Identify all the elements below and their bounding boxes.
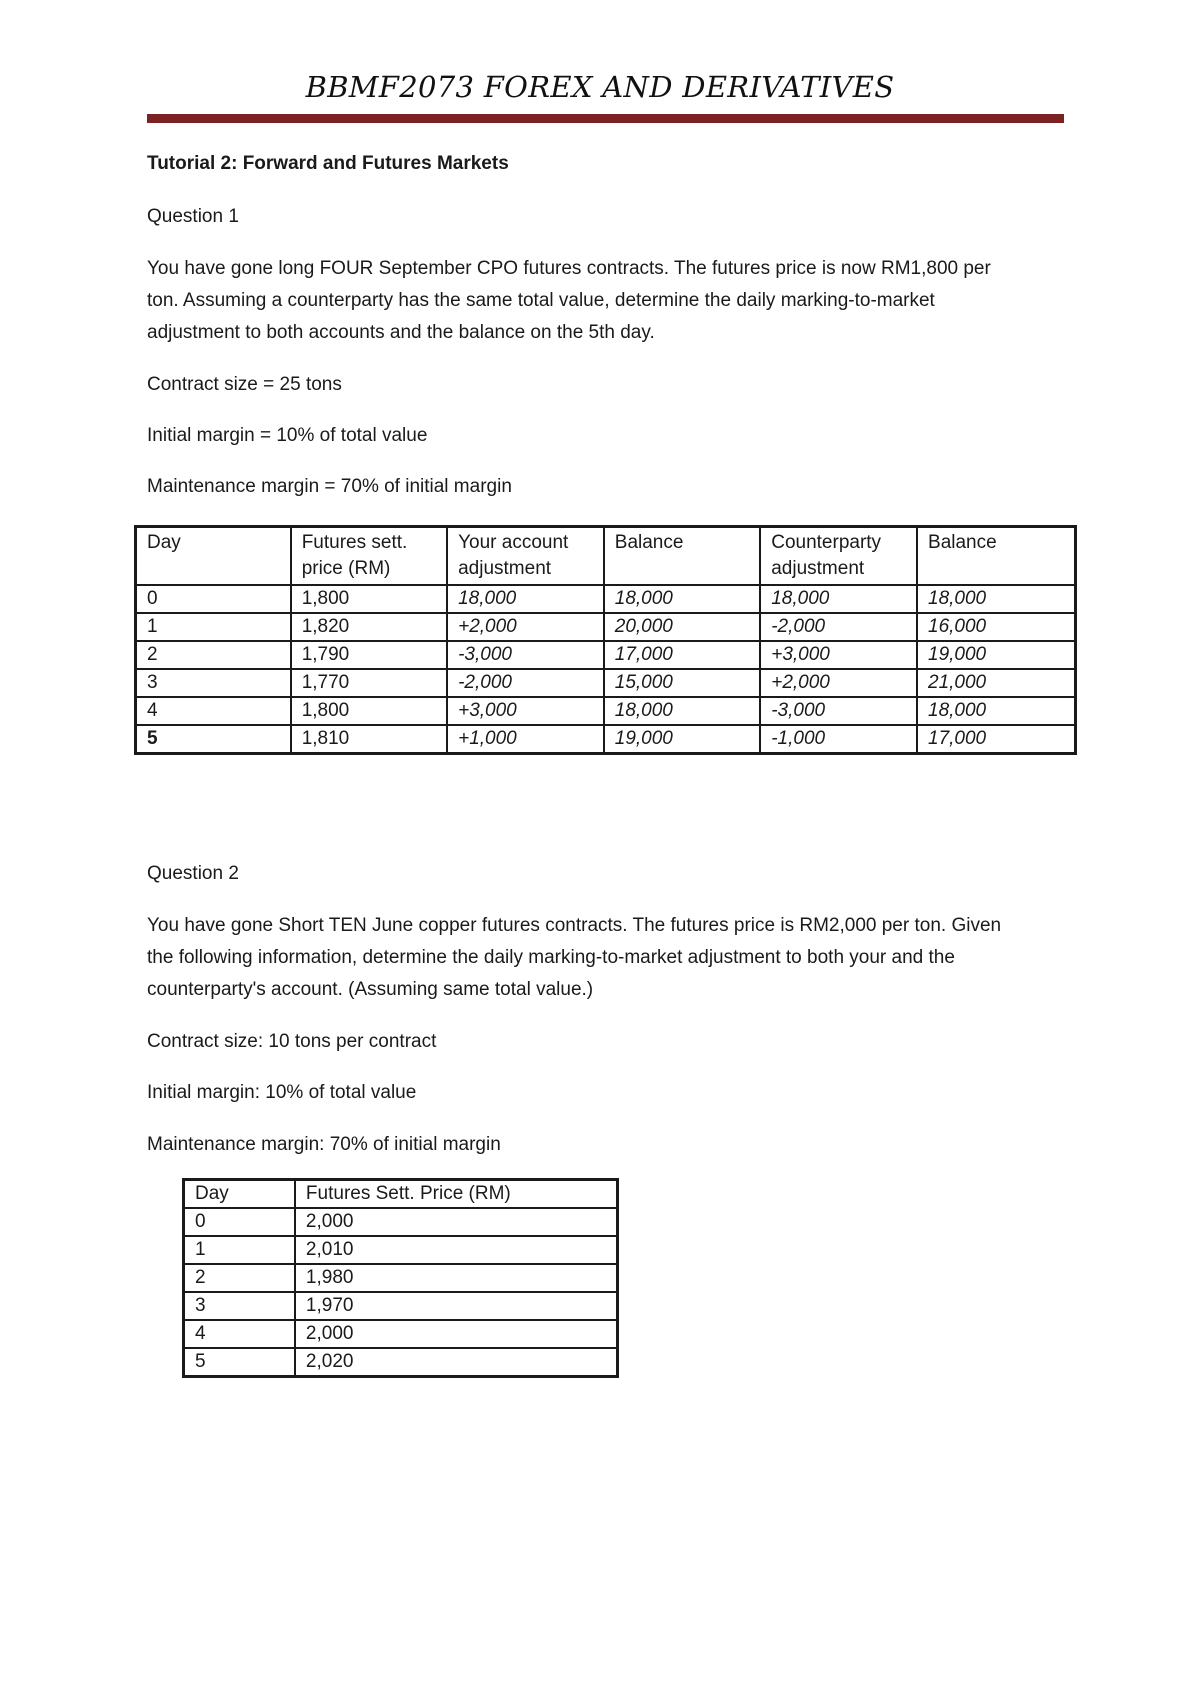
q1-cell-futures-price: 1,820: [291, 613, 447, 641]
table-row: [184, 1208, 618, 1236]
header-label-line: adjustment: [458, 558, 552, 579]
q1-cell-your-adjustment: -2,000: [447, 669, 604, 697]
q1-header-counterparty-balance: [917, 527, 1075, 586]
q2-maintenance-margin: Maintenance margin: 70% of initial margin: [147, 1134, 501, 1155]
course-title: BBMF2073 FOREX AND DERIVATIVES: [305, 70, 895, 104]
q1-cell-futures-price: 1,770: [291, 669, 447, 697]
q1-cell-counterparty-adjustment: +2,000: [760, 669, 917, 697]
q1-cell-your-adjustment: +1,000: [447, 725, 604, 754]
q1-cell-counterparty-adjustment: -2,000: [760, 613, 917, 641]
q1-cell-day: 1: [136, 613, 291, 641]
q2-paragraph: [147, 910, 1077, 1006]
table-row: [136, 669, 1076, 697]
q1-cell-day: 2: [136, 641, 291, 669]
q1-text-line: ton. Assuming a counterparty has the same total value, determine the daily marking-to-market: [147, 290, 935, 311]
q1-maintenance-margin: Maintenance margin = 70% of initial margin: [147, 476, 512, 497]
q2-cell-day: 0: [184, 1208, 295, 1236]
q2-heading: Question 2: [147, 863, 239, 884]
table-row: [136, 641, 1076, 669]
header-divider: [147, 114, 1064, 123]
q1-header-your-adjustment: [447, 527, 604, 586]
q2-cell-day: 3: [184, 1292, 295, 1320]
q1-cell-balance: 18,000: [604, 697, 760, 725]
q1-cell-counterparty-balance: 18,000: [917, 697, 1075, 725]
q1-text-line: adjustment to both accounts and the balance on the 5th day.: [147, 322, 655, 343]
q2-initial-margin: Initial margin: 10% of total value: [147, 1082, 417, 1103]
header-label-line: Futures sett.: [301, 532, 408, 553]
table-row: [136, 585, 1076, 613]
q1-cell-your-adjustment: +3,000: [447, 697, 604, 725]
table-row: [184, 1292, 618, 1320]
q1-cell-counterparty-balance: 16,000: [917, 613, 1075, 641]
q1-marking-table: [134, 525, 1077, 755]
q1-header-balance: [604, 527, 760, 586]
q2-header-row: [184, 1180, 618, 1209]
tutorial-title: Tutorial 2: Forward and Futures Markets: [147, 153, 509, 174]
q1-heading: Question 1: [147, 206, 239, 227]
header-label-line: adjustment: [771, 558, 865, 579]
q2-cell-futures-price: 2,000: [295, 1320, 618, 1348]
table-row: [136, 613, 1076, 641]
q1-cell-futures-price: 1,800: [291, 585, 447, 613]
header-label-line: price (RM): [301, 558, 391, 579]
q1-cell-counterparty-adjustment: -1,000: [760, 725, 917, 754]
q2-cell-futures-price: 1,980: [295, 1264, 618, 1292]
q1-text-line: You have gone long FOUR September CPO futures contracts. The futures price is now RM1,800 per: [147, 258, 991, 279]
header-label-line: Balance: [928, 532, 997, 553]
q1-cell-day: 3: [136, 669, 291, 697]
q2-text-line: You have gone Short TEN June copper futures contracts. The futures price is RM2,000 per ton. Given: [147, 915, 1002, 936]
q1-cell-counterparty-balance: 21,000: [917, 669, 1075, 697]
q2-header-futures-price: Futures Sett. Price (RM): [295, 1180, 618, 1209]
table-row: [136, 725, 1076, 754]
header-label-line: Your account: [458, 532, 569, 553]
q1-cell-your-adjustment: 18,000: [447, 585, 604, 613]
q1-cell-counterparty-balance: 17,000: [917, 725, 1075, 754]
table-row: [184, 1348, 618, 1377]
q1-header-counterparty-adjustment: [760, 527, 917, 586]
q1-cell-balance: 18,000: [604, 585, 760, 613]
q2-text-line: counterparty's account. (Assuming same total value.): [147, 979, 594, 1000]
q1-header-row: [136, 527, 1076, 586]
q1-cell-futures-price: 1,800: [291, 697, 447, 725]
q1-header-day: [136, 527, 291, 586]
q2-header-day: Day: [184, 1180, 295, 1209]
q1-cell-balance: 20,000: [604, 613, 760, 641]
q1-cell-counterparty-balance: 18,000: [917, 585, 1075, 613]
header-label-line: Counterparty: [771, 532, 882, 553]
q2-cell-day: 2: [184, 1264, 295, 1292]
q2-price-table: [182, 1178, 619, 1378]
q1-paragraph: [147, 253, 1077, 349]
q1-cell-counterparty-adjustment: 18,000: [760, 585, 917, 613]
header-label-line: Balance: [614, 532, 684, 553]
q1-cell-balance: 15,000: [604, 669, 760, 697]
q2-cell-futures-price: 2,000: [295, 1208, 618, 1236]
q1-cell-day: 5: [136, 725, 291, 754]
q1-cell-balance: 17,000: [604, 641, 760, 669]
q1-cell-counterparty-adjustment: -3,000: [760, 697, 917, 725]
q1-cell-counterparty-adjustment: +3,000: [760, 641, 917, 669]
table-row: [136, 697, 1076, 725]
q2-cell-futures-price: 1,970: [295, 1292, 618, 1320]
q1-cell-your-adjustment: +2,000: [447, 613, 604, 641]
q1-cell-futures-price: 1,810: [291, 725, 447, 754]
table-row: [184, 1236, 618, 1264]
q2-cell-day: 5: [184, 1348, 295, 1377]
q2-cell-day: 1: [184, 1236, 295, 1264]
header-label-line: Day: [147, 532, 181, 553]
q1-header-futures-price: [291, 527, 447, 586]
q1-cell-your-adjustment: -3,000: [447, 641, 604, 669]
q1-cell-balance: 19,000: [604, 725, 760, 754]
q2-cell-day: 4: [184, 1320, 295, 1348]
q2-contract-size: Contract size: 10 tons per contract: [147, 1031, 437, 1052]
q2-cell-futures-price: 2,020: [295, 1348, 618, 1377]
q1-cell-day: 4: [136, 697, 291, 725]
q1-cell-day: 0: [136, 585, 291, 613]
q1-initial-margin: Initial margin = 10% of total value: [147, 425, 428, 446]
q2-text-line: the following information, determine the daily marking-to-market adjustment to both your and the: [147, 947, 955, 968]
table-row: [184, 1264, 618, 1292]
q1-contract-size: Contract size = 25 tons: [147, 374, 342, 395]
q1-cell-counterparty-balance: 19,000: [917, 641, 1075, 669]
table-row: [184, 1320, 618, 1348]
q1-cell-futures-price: 1,790: [291, 641, 447, 669]
q2-cell-futures-price: 2,010: [295, 1236, 618, 1264]
